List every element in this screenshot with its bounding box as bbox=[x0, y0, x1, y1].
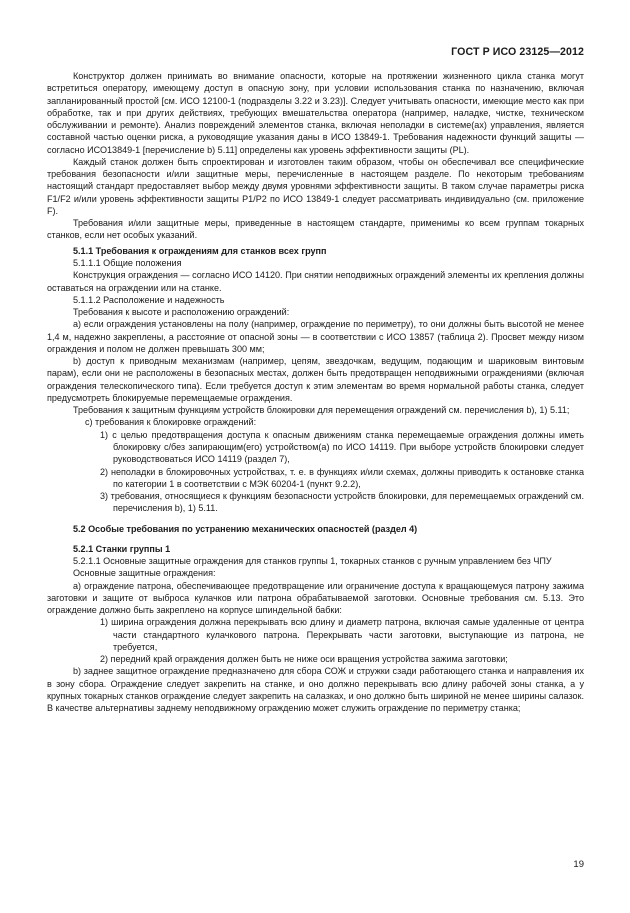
list-item: с) требования к блокировке ограждений: bbox=[85, 417, 257, 428]
section-heading-5-2-1: 5.2.1 Станки группы 1 bbox=[73, 543, 171, 554]
subsection-heading-5-2-1-1: 5.2.1.1 Основные защитные ограждения для станков группы 1, токарных станков с ручным управлением без ЧПУ bbox=[73, 556, 552, 567]
subsection-heading-5-1-1-2: 5.1.1.2 Расположение и надежность bbox=[73, 294, 225, 305]
list-item: а) ограждение патрона, обеспечивающее предотвращение или ограничение доступа к вращающемуся патрону зажима заготовки и защите от выброса кулачков или патрона обрабатываемой заготовки. Основные требования см. 5.13. Это ограждение должно быть закреплено на корпусе шпиндельной бабки: bbox=[47, 580, 584, 616]
list-item: а) если ограждения установлены на полу (например, ограждение по периметру), то они должны быть высотой не менее 1,4 м, надежно закреплены, а расстояние от опасной зоны — в соответствии с ИСО 13857 (таблица 2). Просвет между низом ограждения и полом не должен превышать 300 мм; bbox=[47, 319, 584, 354]
sub-list-item: 3) требования, относящиеся к функциям безопасности устройств блокировки, для перемещаемых ограждений см. перечисления b), 1) 5.11. bbox=[100, 491, 584, 514]
paragraph: Каждый станок должен быть спроектирован и изготовлен таким образом, чтобы он обеспечивал все специфические требования безопасности и/или защитные меры, перечисленные в настоящем разделе. По некоторым требованиям настоящий стандарт предоставляет выбор между двумя уровнями эффективности защиты. В таком случае параметры риска F1/F2 и/или уровень эффективности защиты P1/P2 по ИСО 13849-1 следует рассматривать индивидуально (см. приложение F). bbox=[47, 156, 584, 216]
paragraph: Требования к защитным функциям устройств блокировки для перемещения ограждений см. перечисления b), 1) 5.11; bbox=[73, 405, 570, 416]
section-heading-5-2: 5.2 Особые требования по устранению механических опасностей (раздел 4) bbox=[73, 523, 418, 534]
sub-list-item: 2) неполадки в блокировочных устройствах, т. е. в функциях и/или схемах, должны приводить к остановке станка по категории 1 в соответствии с МЭК 60204-1 (пункт 9.2.2), bbox=[100, 466, 584, 489]
sub-list-item: 1) с целью предотвращения доступа к опасным движениям станка перемещаемые ограждения должны иметь блокировку с/без запирающим(его) устройством(а) по ИСО 14119. При выборе устройств блокировки следует руководствоваться ИСО 14119 (раздел 7), bbox=[100, 429, 584, 465]
subsection-heading-5-1-1-1: 5.1.1.1 Общие положения bbox=[73, 257, 182, 268]
document-body bbox=[47, 70, 584, 715]
paragraph: Требования и/или защитные меры, приведенные в настоящем стандарте, применимы ко всем группам токарных станков, если нет особых указаний. bbox=[47, 218, 584, 241]
document-header: ГОСТ Р ИСО 23125—2012 bbox=[451, 46, 584, 58]
paragraph: Конструктор должен принимать во внимание опасности, которые на протяжении жизненного цикла станка могут встретиться оператору, имеющему доступ в опасную зону, при условии использования станка по назначению, включая запланированный простой [см. ИСО 12100-1 (подразделы 3.22 и 3.23)]. Следует учитывать опасности, имеющие место как при обработке, так и при других действиях, требующих вмешательства оператора (например, наладке, чистке, техническом обслуживании и ремонте). Анализ повреждений элементов станка, включая неполадки в системе(ах) управления, является составной частью оценки риска, а руководящие указания даны в ИСО 13849-1. Требования надежности функций защиты — согласно ИСО13849-1 [перечисление b) 5.11] определены как уровень эффективности защиты (PL). bbox=[47, 71, 584, 155]
paragraph: Требования к высоте и расположению ограждений: bbox=[73, 307, 290, 318]
paragraph: Основные защитные ограждения: bbox=[73, 568, 216, 579]
list-item: b) доступ к приводным механизмам (например, цепям, звездочкам, ведущим, подающим и шариковым винтовым парам), если они не расположены в безопасных местах, должен быть предотвращен неподвижными ограждениями (включая ограждения телескопического типа). Если требуется доступ к этим элементам во время нормальной работы станка, следует предусмотреть блокируемые перемещаемые ограждения. bbox=[47, 356, 584, 403]
paragraph: Конструкция ограждения — согласно ИСО 14120. При снятии неподвижных ограждений элементы их крепления должны оставаться на ограждении или на станке. bbox=[47, 270, 584, 293]
list-item: b) заднее защитное ограждение предназначено для сбора СОЖ и стружки сзади работающего станка и направления их в зону сбора. Ограждение следует закрепить на станке, и оно должно перекрывать всю длину рабочей зоны станка, а у крупных токарных станков ограждение следует закрепить на салазках, и оно должно быть шириной не менее ширины салазок. В качестве альтернативы заднему неподвижному ограждению может служить ограждение по периметру станка; bbox=[47, 666, 584, 714]
sub-list-item: 1) ширина ограждения должна перекрывать всю длину и диаметр патрона, включая самые удаленные от центра части стандартного кулачкового патрона. Перекрывать части заготовки, выступающие из патрона, не требуется, bbox=[100, 617, 584, 652]
page-number: 19 bbox=[573, 859, 584, 870]
section-heading-5-1-1: 5.1.1 Требования к ограждениям для станков всех групп bbox=[73, 245, 327, 256]
sub-list-item: 2) передний край ограждения должен быть не ниже оси вращения устройства зажима заготовки; bbox=[100, 654, 508, 665]
